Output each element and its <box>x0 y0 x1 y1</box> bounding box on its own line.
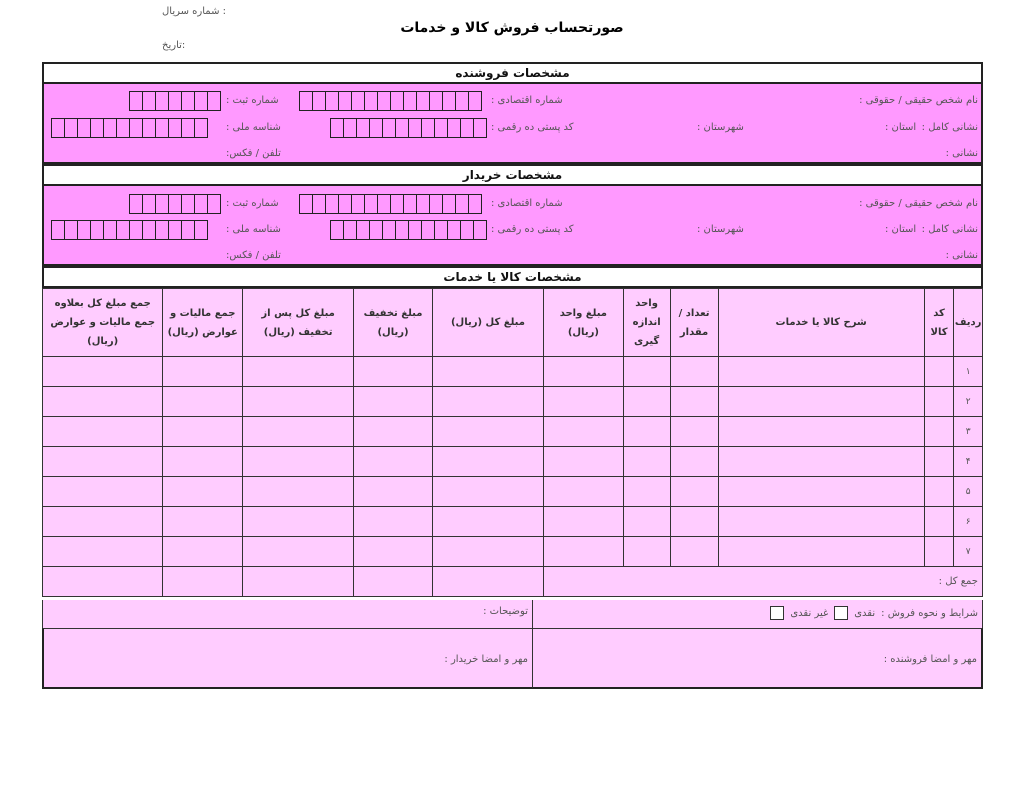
amount-total-cell[interactable] <box>432 567 543 597</box>
buyer-registration-no-field[interactable] <box>129 194 221 214</box>
sale-terms-box <box>532 600 983 629</box>
col-unit-price-header: مبلغ واحد (ریال) <box>544 289 624 357</box>
buyer-province-label: استان : <box>885 224 917 235</box>
row-number: ۶ <box>954 507 983 537</box>
table-row <box>43 477 983 507</box>
seller-signature-label: مهر و امضا فروشنده : <box>883 654 977 665</box>
seller-national-id-field[interactable] <box>51 118 208 138</box>
date-label: تاریخ: <box>162 40 186 51</box>
buyer-name-label: نام شخص حقیقی / حقوقی : <box>859 198 978 209</box>
buyer-postal-code-label: کد پستی ده رقمی : <box>491 224 574 235</box>
table-row <box>43 357 983 387</box>
row-number: ۴ <box>954 447 983 477</box>
invoice-title: صورتحساب فروش کالا و خدمات <box>400 20 624 36</box>
tax-total-cell[interactable] <box>163 567 243 597</box>
buyer-signature-label: مهر و امضا خریدار : <box>444 654 528 665</box>
seller-national-id-label: شناسه ملی : <box>226 122 281 133</box>
buyer-section-title: مشخصات خریدار <box>42 164 983 186</box>
col-quantity-header: تعداد / مقدار <box>670 289 718 357</box>
grand-total-cell[interactable] <box>43 567 163 597</box>
col-unit-header: واحد اندازه گیری <box>623 289 670 357</box>
col-row-header: ردیف <box>954 289 983 357</box>
notes-box[interactable] <box>42 600 533 629</box>
noncash-label: غیر نقدی <box>790 607 829 619</box>
seller-registration-no-field[interactable] <box>129 91 221 111</box>
buyer-postal-code-field[interactable] <box>330 220 487 240</box>
table-row <box>43 537 983 567</box>
seller-economic-no-field[interactable] <box>299 91 482 111</box>
buyer-registration-no-label: شماره ثبت : <box>226 198 279 209</box>
col-discount-header: مبلغ تخفیف (ریال) <box>354 289 433 357</box>
seller-section-title: مشخصات فروشنده <box>42 62 983 84</box>
sale-terms-label: شرایط و نحوه فروش : <box>881 607 978 619</box>
items-section-title: مشخصات کالا یا خدمات <box>42 266 983 288</box>
col-grand-total-header: جمع مبلغ کل بعلاوه جمع مالیات و عوارض (ریال) <box>43 289 163 357</box>
seller-full-address-label: نشانی کامل : <box>921 122 978 133</box>
seller-postal-code-field[interactable] <box>330 118 487 138</box>
total-label: جمع کل : <box>544 567 983 597</box>
seller-signature-box[interactable] <box>532 628 983 689</box>
buyer-economic-no-label: شماره اقتصادی : <box>491 198 563 209</box>
cash-checkbox[interactable] <box>834 606 848 620</box>
table-row <box>43 507 983 537</box>
sale-terms-group <box>770 606 978 620</box>
col-total-header: مبلغ کل (ریال) <box>432 289 543 357</box>
discount-total-cell[interactable] <box>354 567 433 597</box>
table-row <box>43 447 983 477</box>
items-table <box>42 288 983 597</box>
seller-phone-label: تلفن / فکس: <box>226 148 281 159</box>
buyer-phone-label: تلفن / فکس: <box>226 250 281 261</box>
total-row <box>43 567 983 597</box>
serial-number-label: شماره سریال : <box>162 6 227 17</box>
buyer-city-label: شهرستان : <box>697 224 744 235</box>
seller-city-label: شهرستان : <box>697 122 744 133</box>
buyer-national-id-field[interactable] <box>51 220 208 240</box>
seller-province-label: استان : <box>885 122 917 133</box>
row-number: ۳ <box>954 417 983 447</box>
row-number: ۵ <box>954 477 983 507</box>
seller-address-label: نشانی : <box>945 148 978 159</box>
buyer-signature-box[interactable] <box>42 628 533 689</box>
col-tax-header: جمع مالیات و عوارض (ریال) <box>163 289 243 357</box>
buyer-economic-no-field[interactable] <box>299 194 482 214</box>
after-discount-total-cell[interactable] <box>243 567 354 597</box>
seller-name-label: نام شخص حقیقی / حقوقی : <box>859 95 978 106</box>
seller-economic-no-label: شماره اقتصادی : <box>491 95 563 106</box>
seller-registration-no-label: شماره ثبت : <box>226 95 279 106</box>
col-description-header: شرح کالا یا خدمات <box>718 289 924 357</box>
col-after-discount-header: مبلغ کل پس از تخفیف (ریال) <box>243 289 354 357</box>
buyer-full-address-label: نشانی کامل : <box>921 224 978 235</box>
notes-label: توضیحات : <box>483 606 528 617</box>
table-row <box>43 417 983 447</box>
noncash-checkbox[interactable] <box>770 606 784 620</box>
cash-label: نقدی <box>854 607 876 619</box>
row-number: ۲ <box>954 387 983 417</box>
buyer-national-id-label: شناسه ملی : <box>226 224 281 235</box>
col-code-header: کد کالا <box>924 289 954 357</box>
table-row <box>43 387 983 417</box>
seller-postal-code-label: کد پستی ده رقمی : <box>491 122 574 133</box>
row-number: ۱ <box>954 357 983 387</box>
buyer-address-label: نشانی : <box>945 250 978 261</box>
table-header-row <box>43 289 983 357</box>
row-number: ۷ <box>954 537 983 567</box>
